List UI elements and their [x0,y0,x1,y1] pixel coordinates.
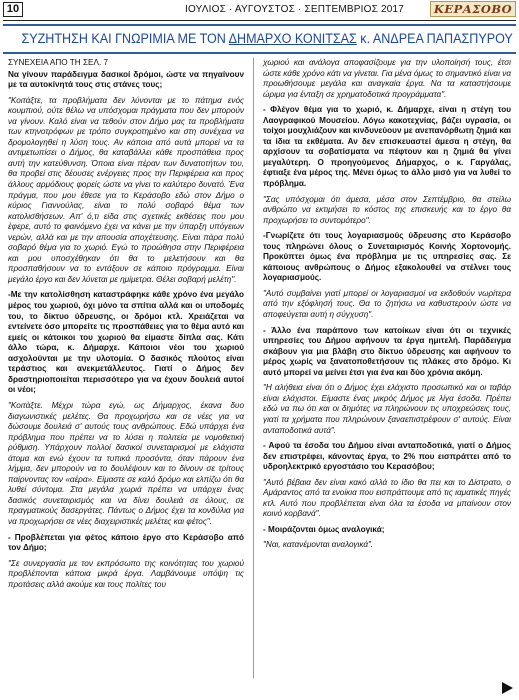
answer-paragraph: "Ναι, κατανέμονται αναλογικά". [263,540,374,550]
page-number: 10 [3,2,23,17]
question-paragraph: -Με την κατολίσθηση καταστράφηκε κάθε χρόνο ένα μεγάλο μέρος του χωριού, όχι μόνο τα σπίτια αλλά και οι υποδομές του, το δίκτυο ύδρευσης, οι δρόμοι κτλ. Χρειάζεται να εντείνετε όσο μπορείτε τις προσπάθειες για το θέμα αυτό και εμείς οι κάτοικοι του χωριού θα είμαστε δίπλα σας. Κάτι άλλο τώρα, κ. Δήμαρχε. Κάποιοι νέοι του χωριού ασχολούνται με την υλοτομία. Ο δασικός πλούτος είναι τεράστιος και ανεκμετάλλευτος. Γιατί ο Δήμος δεν δραστηριοποιείται περισσότερο για να έχουν δουλειά αυτοί οι νέοι; [8,290,244,395]
answer-paragraph: "Κοιτάξτε, τα προβλήματα δεν λύνονται με το πάτημα ενός κουμπιού, ούτε θέλω να υπόσχομαι πράγματα που δεν μπορούν να γίνουν. Καλό είναι να τεθούν στον Δήμο μας τα προβλήματα των κτηνοτρόφων με τρόπο συγκροτημένο και στη συνέχεια να δρομολογηθεί η λύση τους. Αν κάποια από αυτά μπορεί να τα αντιμετωπίσει ο Δήμος, θα καταβάλλει κάθε προσπάθεια προς αυτή την κατεύθυνση. Όποια είναι πέραν των δυνατοτήτων του, θα προβεί στις δέουσες ενέργειες προς την Περιφέρεια και προς άλλους αρμόδιους φορείς ώστε να γίνει το καλύτερο δυνατό. Ένα πράγμα, που μου έθεσε για το Κεράσοβο εδώ στον Δήμο ο κύριος Γιαννούλας, είναι το πολύ σοβαρό θέμα των κατολισθήσεων. Απ' ό,τι είδα στις σχετικές εκθέσεις που μου έφερε, αυτό το φαινόμενο έχει να κάνει με την ύπαρξη υπόγειων νερών, αλλά και με την απουσία αποχέτευσης. Είναι πάρα πολύ σοβαρό θέμα για το χωριό. Εγώ το προώθησα στην Περιφέρεια και μου υποσχέθηκαν ότι θα το μελετήσουν και θα προσπαθήσουν να το εντάξουν σε κάποιο πρόγραμμα. Είναι μεγάλο έργο και δεν λύνεται με ημίμετρα. Θέλει σοβαρή μελέτη". [8,95,244,284]
question-paragraph: Να γίνουν παράδειγμα δασικοί δρόμοι, ώστε να πηγαίνουν με τα αυτοκίνητά τους στις στάνες τους; [8,69,244,90]
article-title-text [21,26,512,52]
newspaper-logo: ΚΕΡΑΣΟΒΟ [430,1,516,17]
answer-paragraph: "Σε συνεργασία με τον εκπρόσωπο της κοινότητας του χωριού προβλέπονται κάποια μικρά έργα. Λαμβάνουμε υπόψη τις προτάσεις αλλά ακούμε και τους πολίτες του [8,558,244,589]
page-header [0,0,519,20]
question-paragraph: - Προβλέπεται για φέτος κάποιο έργο στο Κεράσοβο από τον Δήμο; [8,532,244,553]
question-paragraph: -Γνωρίζετε ότι τους λογαριασμούς ύδρευσης στο Κεράσοβο τους πληρώνει όλους ο Συνεταιρισμός Κοινής Χορτονομής. Προκύπτει όμως ένα πρόβλημα με τις υπηρεσίες σας. Σε κάποιους ανθρώπους ο Δήμος εξακολουθεί να στέλνει τους λογαριασμούς. [263,231,511,283]
header-rule [3,20,516,21]
answer-paragraph: "Η αλήθεια είναι ότι ο Δήμος έχει ελάχιστο προσωπικό και οι ταβάρ είναι ελάχιστοι. Είμαστε ένας μικρός Δήμος με λίγα έσοδα. Πρέπει εδώ να πω ότι και οι δημότες να πληρώνουν τις υποχρεώσεις τους, γιατί τα χρήματα που πληρώνουν ξαναεπιστρέφουν σ' αυτούς. Είναι ανταποδοτικά αυτά". [263,383,511,435]
continue-arrow-icon [502,682,513,694]
question-paragraph: - Άλλο ένα παράπονο των κατοίκων είναι ότι οι τεχνικές υπηρεσίες του Δήμου αφήνουν τα έργα ημιτελή. Παράδειγμα σκάβουν για μια βλάβη στο δίκτυο ύδρευσης και αφήνουν το μέρος χωρίς να ξανατοποθετήσουν τις πλάκες στο δρόμο. Κι αυτό μπορεί να μείνει έτσι για ένα και δύο χρόνια ακόμη. [263,325,511,377]
question-paragraph: - Αφού τα έσοδα του Δήμου είναι ανταποδοτικά, γιατί ο Δήμος δεν επιστρέφει, κάνοντας έργα, το 2% που εισπράττει από το υδροηλεκτρικό εργοστάσιο του Κερασόβου; [263,441,511,472]
answer-paragraph: "Αυτό συμβαίνει γιατί μπορεί οι λογαριασμοί να εκδοθούν νωρίτερα από την εξόφλησή τους. Θα το ζητήσω να καθυστερούν ώστε να αποφεύγεται αυτή η σύγχυση". [263,288,511,320]
title-part-2: ΔΗΜΑΡΧΟ ΚΟΝΙΤΣΑΣ [228,31,357,46]
article-title [3,24,516,54]
article-column-left [8,58,244,595]
article-column-right [263,58,511,556]
column-divider [253,58,254,678]
question-paragraph: - Μοιράζονται όμως αναλογικά; [263,524,385,534]
title-part-3: κ. ΑΝΔΡΕΑ ΠΑΠΑΣΠΥΡΟΥ [356,31,513,46]
continuation-note: ΣΥΝΕΧΕΙΑ ΑΠΟ ΤΗ ΣΕΛ. 7 [8,58,109,67]
answer-paragraph: χωριού και ανάλογα αποφασίζουμε για την υλοποίησή τους, έτσι ώστε κάθε χρόνο κάτι να γίνεται. Για μένα όμως το σημαντικό είναι να προωθήσουμε μεγάλα και αναγκαία έργα. Να τα καταστήσουμε ώριμα για ένταξη σε χρηματοδοτικά προγράμματα". [263,58,511,99]
answer-paragraph: "Κοιτάξτε. Μέχρι τώρα εγώ, ως Δήμαρχος, έκανα δυο διαγωνιστικές μελέτες. Θα προχωρήσω και σε νέες για να δώσουμε δουλειά σ' αυτούς τους ανθρώπους. Εδώ υπάρχει ένα πρόβλημα που πρέπει να το λύσει η πολιτεία με νομοθετική ρύθμιση. Υπάρχουν πολλοί δασικοί συνεταιρισμοί με ελάχιστα άτομα και ενώ έχουν τα τυπικά προσόντα, όταν πάρουν ένα λήμμα, δεν μπορούν να το δουλέψουν και το δίνουν σε τρίτους παίρνοντας τον «αέρα». Είμαστε σε καλό δρόμο και ελπίζω ότι θα λυθεί σύντομα. Στα μεγάλα χωριά πρέπει να υπάρχει ένας δασικός συνεταιρισμός και να δίνει δουλειά σε όλους, σε πραγματικούς δασεργάτες. Πάντως ο Δήμος έχει τα κονδύλια για να προχωρήσει σε νέες διαχειριστικές μελέτες και φέτος". [8,400,244,526]
question-paragraph: - Φλέγον θέμα για το χωριό, κ. Δήμαρχε, είναι η στέγη του Λαογραφικού Μουσείου. Λόγω κακοτεχνίας, βάζει υγρασία, οι τοίχοι μουχλιάζουν και κινδυνεύουν με ανεπανόρθωτη ζημιά και τα ίδια τα εκθέματα. Αν δεν επισκευαστεί άμεσα η στέγη, θα αρχίσουν τα σοβατίσματα να πέφτουν και η ζημιά θα γίνει μεγαλύτερη. Ο προηγούμενος Δήμαρχος, ο κ. Γαργάλας, έφτιαξε ένα μέρος της. Μένει όμως το άλλο μισό για να λυθεί το πρόβλημα. [263,105,511,189]
answer-paragraph: "Αυτό βέβαια δεν είναι κακό αλλά το ίδιο θα πει και το Δίστρατο, ο Αμάραντος από τα ενοίκια που εισπράττουμε από τις ιαματικές πηγές κτλ. Αυτό που προβλέπεται είναι όλα τα έσοδα να μπαίνουν στον κοινό κορβανά". [263,477,511,519]
title-part-1: ΣΥΖΗΤΗΣΗ ΚΑΙ ΓΝΩΡΙΜΙΑ ΜΕ ΤΟΝ [21,31,229,46]
issue-date: ΙΟΥΛΙΟΣ · ΑΥΓΟΥΣΤΟΣ · ΣΕΠΤΕΜΒΡΙΟΣ 2017 [185,4,404,15]
answer-paragraph: "Σας υπόσχομαι ότι άμεσα, μέσα στον Σεπτέμβριο, θα στείλω ανθρώπο να εκτιμήσει το κόστος της επισκευής και το έργο θα προχωρήσει το συντομότερο". [263,194,511,225]
